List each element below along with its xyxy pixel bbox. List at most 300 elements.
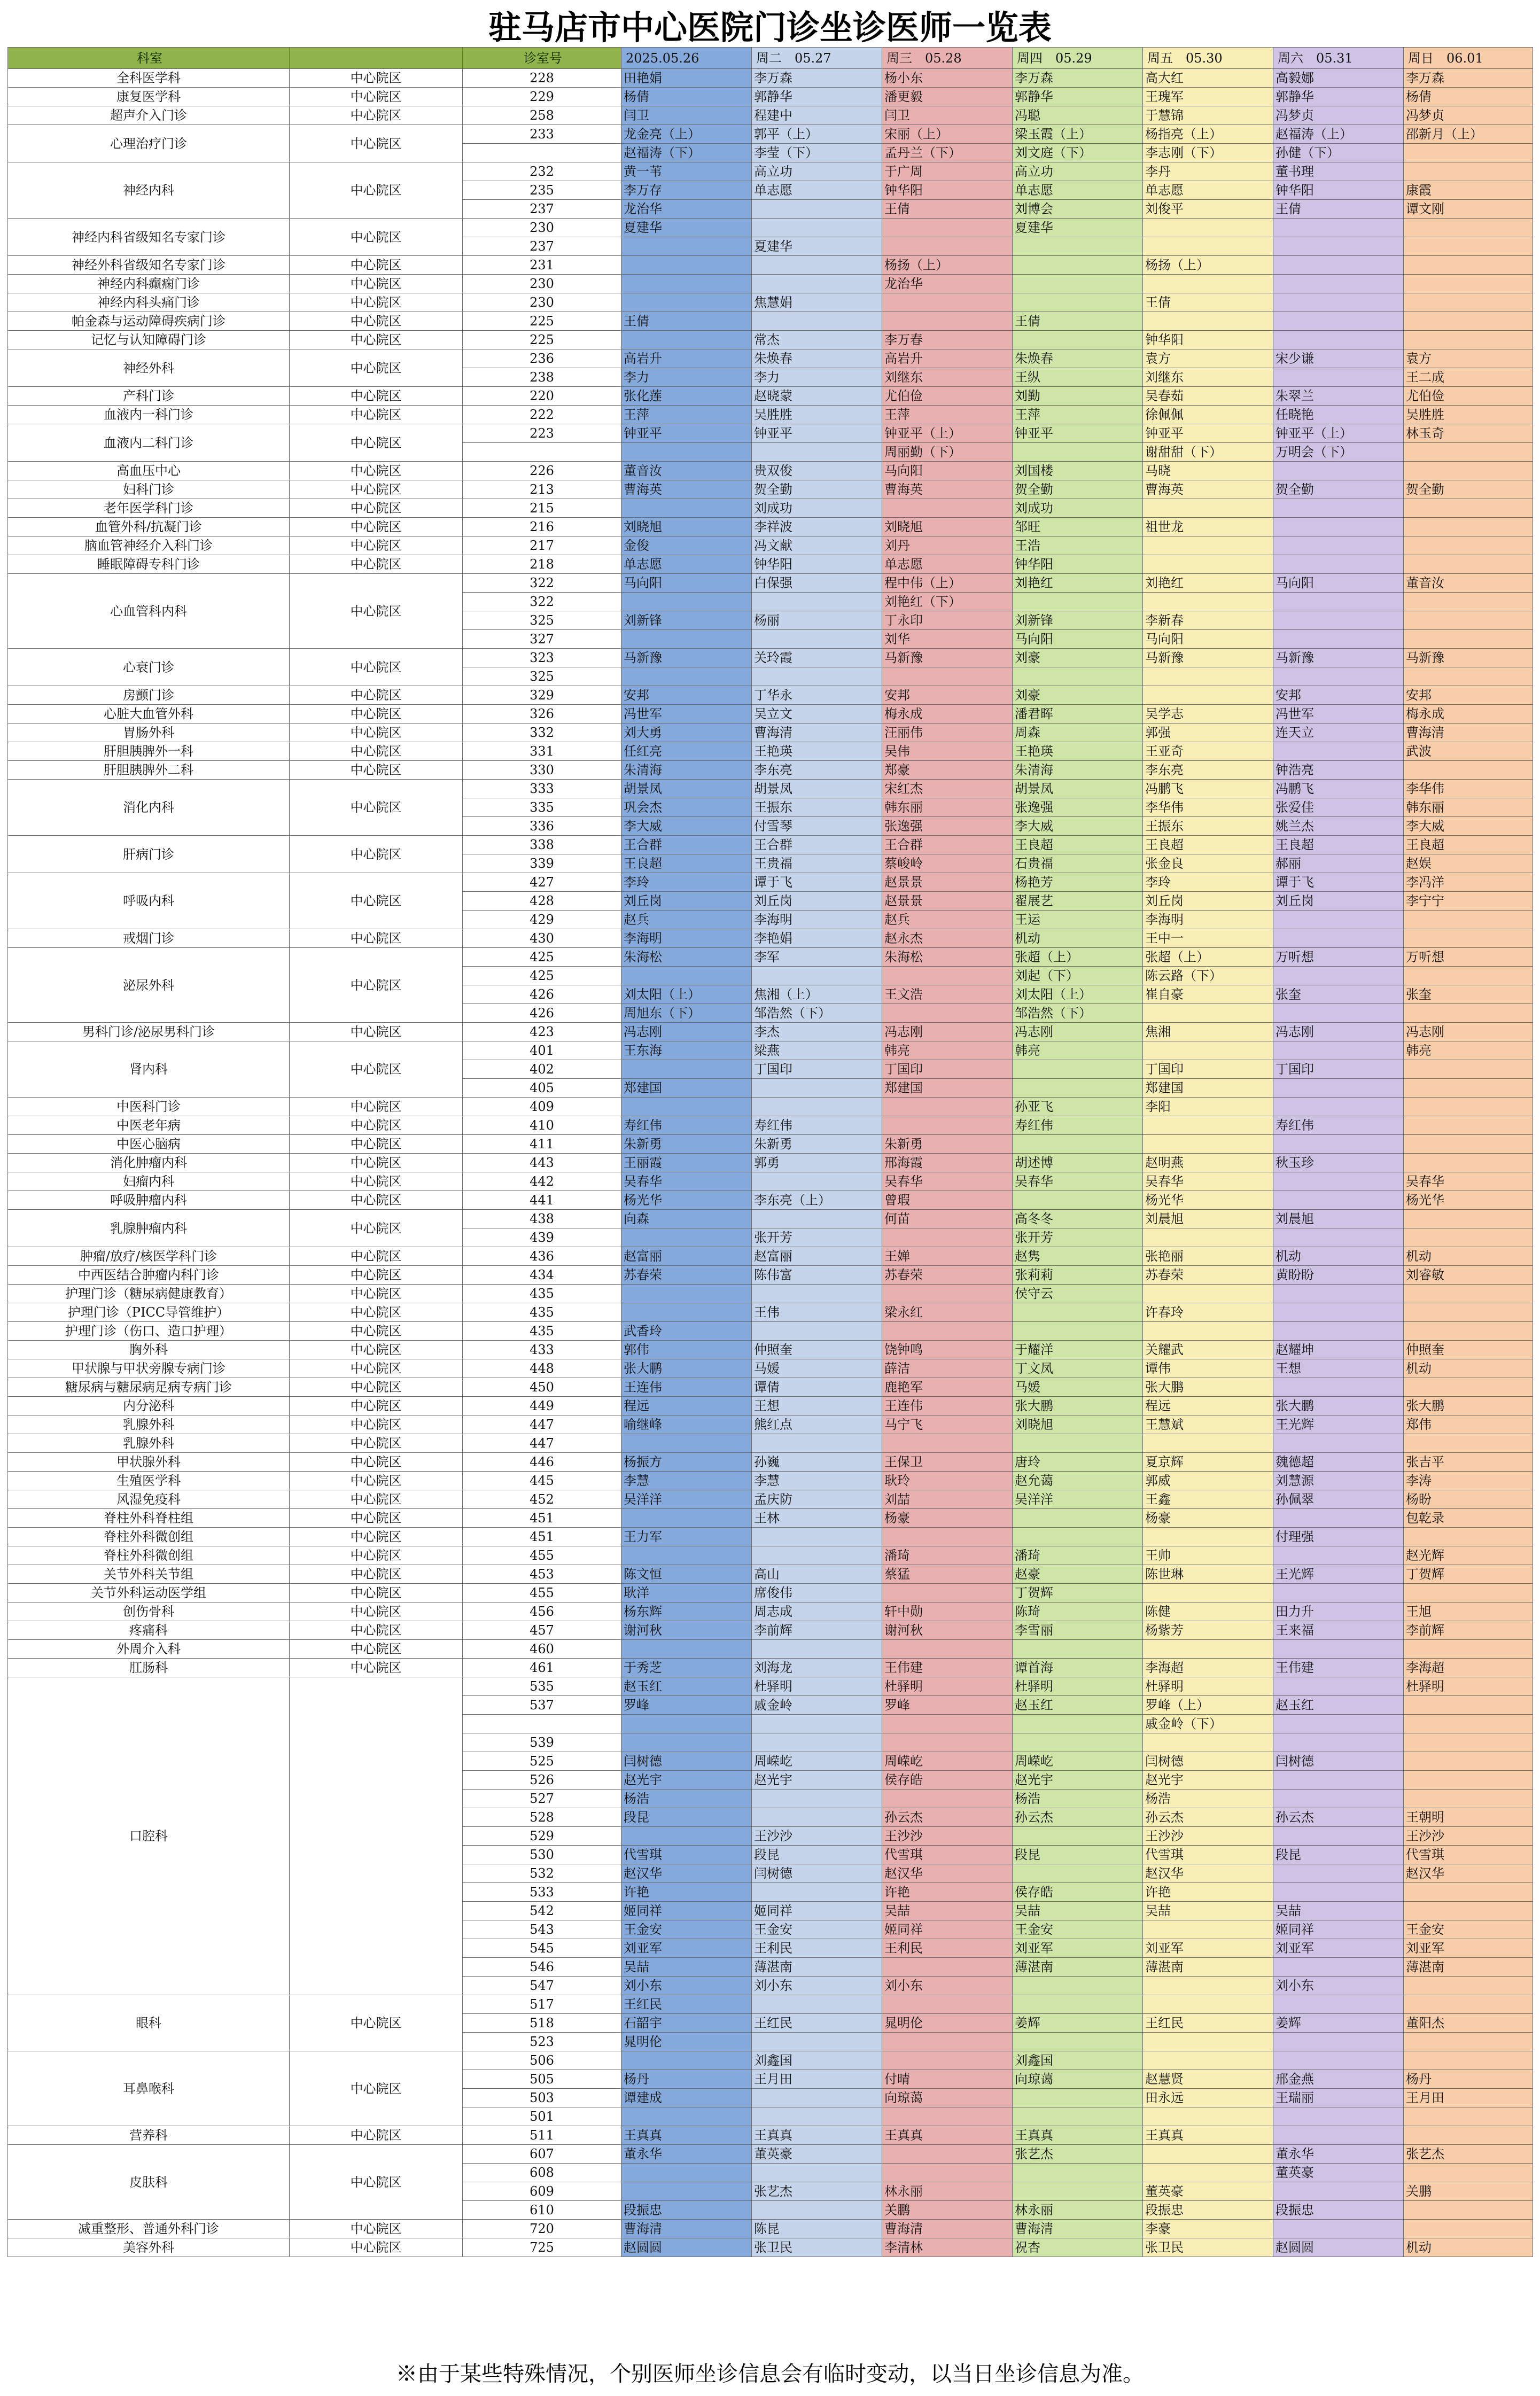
doctor-tue: 丁华永	[752, 686, 882, 705]
doctor-tue: 段昆	[752, 1846, 882, 1864]
doctor-mon: 王倩	[621, 312, 752, 331]
doctor-thu: 孙云杰	[1013, 1808, 1143, 1827]
doctor-fri: 单志愿	[1143, 181, 1273, 200]
room-number: 326	[463, 705, 621, 724]
doctor-sun	[1404, 1528, 1533, 1546]
doctor-mon: 谢河秋	[621, 1621, 752, 1640]
doctor-thu: 赵允蔼	[1013, 1472, 1143, 1490]
doctor-tue	[752, 630, 882, 649]
department-name: 乳腺外科	[8, 1434, 290, 1453]
doctor-mon: 石韶宇	[621, 2014, 752, 2033]
doctor-wed: 安邦	[882, 686, 1013, 705]
doctor-tue: 谭于飞	[752, 873, 882, 892]
doctor-tue: 胡景凤	[752, 780, 882, 798]
doctor-thu: 刘艳红	[1013, 574, 1143, 593]
doctor-thu	[1013, 1640, 1143, 1659]
doctor-tue: 薄湛南	[752, 1958, 882, 1977]
doctor-sat: 闫树德	[1273, 1752, 1404, 1771]
table-row	[8, 406, 1533, 424]
doctor-tue	[752, 2164, 882, 2182]
table-row	[8, 1546, 1533, 1565]
doctor-thu: 梁玉霞（上）	[1013, 125, 1143, 144]
doctor-sat: 张爱佳	[1273, 798, 1404, 817]
doctor-tue: 刘海龙	[752, 1659, 882, 1677]
room-number: 450	[463, 1378, 621, 1397]
doctor-thu: 刘博会	[1013, 200, 1143, 219]
doctor-sat: 冯梦贞	[1273, 106, 1404, 125]
doctor-mon: 刘亚军	[621, 1939, 752, 1958]
room-number: 453	[463, 1565, 621, 1584]
doctor-tue: 王月田	[752, 2070, 882, 2089]
doctor-mon	[621, 499, 752, 518]
doctor-sun	[1404, 1715, 1533, 1733]
doctor-thu: 祝杏	[1013, 2238, 1143, 2257]
doctor-mon: 李力	[621, 368, 752, 387]
doctor-thu: 张开芳	[1013, 1228, 1143, 1247]
doctor-thu: 张莉莉	[1013, 1266, 1143, 1285]
doctor-sun	[1404, 1883, 1533, 1902]
doctor-mon: 向森	[621, 1210, 752, 1228]
doctor-sat	[1273, 368, 1404, 387]
doctor-fri: 李东亮	[1143, 761, 1273, 780]
doctor-thu: 邹浩然（下）	[1013, 1004, 1143, 1023]
doctor-wed: 宋丽（上）	[882, 125, 1013, 144]
campus-name: 中心院区	[290, 1415, 463, 1434]
doctor-tue: 王想	[752, 1397, 882, 1415]
doctor-mon: 杨丹	[621, 2070, 752, 2089]
campus-name: 中心院区	[290, 349, 463, 387]
department-name: 戒烟门诊	[8, 929, 290, 948]
doctor-sun: 薄湛南	[1404, 1958, 1533, 1977]
room-number: 445	[463, 1472, 621, 1490]
doctor-fri: 杨紫芳	[1143, 1621, 1273, 1640]
doctor-mon: 代雪琪	[621, 1846, 752, 1864]
campus-name: 中心院区	[290, 2238, 463, 2257]
campus-name: 中心院区	[290, 88, 463, 106]
room-number: 230	[463, 219, 621, 237]
department-name: 肝胆胰脾外二科	[8, 761, 290, 780]
room-number: 608	[463, 2164, 621, 2182]
doctor-mon: 段振忠	[621, 2201, 752, 2220]
doctor-fri: 陈云路（下）	[1143, 967, 1273, 985]
doctor-thu: 潘君晖	[1013, 705, 1143, 724]
doctor-sat: 王光辉	[1273, 1415, 1404, 1434]
doctor-mon: 李慧	[621, 1472, 752, 1490]
doctor-tue: 孙巍	[752, 1453, 882, 1472]
doctor-mon: 闫树德	[621, 1752, 752, 1771]
doctor-wed: 苏春荣	[882, 1266, 1013, 1285]
doctor-sun	[1404, 1303, 1533, 1322]
room-number: 258	[463, 106, 621, 125]
department-name: 全科医学科	[8, 69, 290, 88]
doctor-sat: 张奎	[1273, 985, 1404, 1004]
doctor-mon: 刘晓旭	[621, 518, 752, 536]
doctor-mon	[621, 1303, 752, 1322]
doctor-wed: 龙治华	[882, 275, 1013, 293]
doctor-fri: 李阳	[1143, 1098, 1273, 1116]
doctor-sun	[1404, 1154, 1533, 1172]
campus-name: 中心院区	[290, 106, 463, 125]
doctor-mon: 王金安	[621, 1920, 752, 1939]
doctor-sat	[1273, 1322, 1404, 1341]
doctor-fri: 杨扬（上）	[1143, 256, 1273, 275]
doctor-wed: 耿玲	[882, 1472, 1013, 1490]
doctor-thu	[1013, 1995, 1143, 2014]
room-number: 535	[463, 1677, 621, 1696]
doctor-wed: 梁永红	[882, 1303, 1013, 1322]
doctor-mon: 单志愿	[621, 555, 752, 574]
doctor-sat	[1273, 1509, 1404, 1528]
campus-name: 中心院区	[290, 1659, 463, 1677]
doctor-thu: 王浩	[1013, 536, 1143, 555]
doctor-mon: 王良超	[621, 854, 752, 873]
doctor-sat: 安邦	[1273, 686, 1404, 705]
table-row	[8, 1154, 1533, 1172]
doctor-tue	[752, 1715, 882, 1733]
doctor-mon: 胡景凤	[621, 780, 752, 798]
doctor-sat	[1273, 967, 1404, 985]
room-number	[463, 1715, 621, 1733]
doctor-mon: 高岩升	[621, 349, 752, 368]
doctor-thu: 马向阳	[1013, 630, 1143, 649]
campus-name: 中心院区	[290, 275, 463, 293]
doctor-sat	[1273, 1640, 1404, 1659]
table-row	[8, 349, 1533, 368]
room-number: 505	[463, 2070, 621, 2089]
doctor-sun: 李华伟	[1404, 780, 1533, 798]
doctor-mon	[621, 237, 752, 256]
room-number: 237	[463, 237, 621, 256]
doctor-mon	[621, 2164, 752, 2182]
campus-name: 中心院区	[290, 331, 463, 349]
doctor-tue: 白保强	[752, 574, 882, 593]
doctor-mon	[621, 2182, 752, 2201]
doctor-wed: 谢河秋	[882, 1621, 1013, 1640]
doctor-wed: 于广周	[882, 162, 1013, 181]
department-name: 妇瘤内科	[8, 1172, 290, 1191]
campus-name: 中心院区	[290, 948, 463, 1023]
department-name: 营养科	[8, 2126, 290, 2145]
doctor-sat	[1273, 1733, 1404, 1752]
doctor-wed: 孟丹兰（下）	[882, 144, 1013, 162]
table-row	[8, 462, 1533, 480]
room-number: 405	[463, 1079, 621, 1098]
room-number: 452	[463, 1490, 621, 1509]
doctor-thu	[1013, 275, 1143, 293]
doctor-wed: 王连伟	[882, 1397, 1013, 1415]
department-name: 呼吸肿瘤内科	[8, 1191, 290, 1210]
department-name: 记忆与认知障碍门诊	[8, 331, 290, 349]
doctor-tue: 李军	[752, 948, 882, 967]
room-number: 236	[463, 349, 621, 368]
room-number: 442	[463, 1172, 621, 1191]
doctor-mon	[621, 1098, 752, 1116]
room-number: 213	[463, 480, 621, 499]
doctor-thu	[1013, 1191, 1143, 1210]
doctor-fri	[1143, 593, 1273, 611]
doctor-sun: 董音汝	[1404, 574, 1533, 593]
doctor-sun	[1404, 518, 1533, 536]
department-name: 关节外科关节组	[8, 1565, 290, 1584]
doctor-mon: 赵兵	[621, 911, 752, 929]
doctor-sat: 王光辉	[1273, 1565, 1404, 1584]
doctor-sun: 吴胜胜	[1404, 406, 1533, 424]
doctor-sun: 机动	[1404, 1359, 1533, 1378]
department-name: 男科门诊/泌尿男科门诊	[8, 1023, 290, 1041]
doctor-wed: 轩中勋	[882, 1602, 1013, 1621]
campus-name: 中心院区	[290, 1359, 463, 1378]
doctor-sun: 尤伯俭	[1404, 387, 1533, 406]
room-number: 237	[463, 200, 621, 219]
doctor-sun: 赵娱	[1404, 854, 1533, 873]
doctor-sun	[1404, 162, 1533, 181]
doctor-tue: 夏建华	[752, 237, 882, 256]
campus-name: 中心院区	[290, 1490, 463, 1509]
doctor-sat	[1273, 1584, 1404, 1602]
room-number: 216	[463, 518, 621, 536]
department-name: 泌尿外科	[8, 948, 290, 1023]
doctor-wed: 周丽勤（下）	[882, 443, 1013, 462]
doctor-tue	[752, 1995, 882, 2014]
doctor-tue	[752, 593, 882, 611]
doctor-sun: 李涛	[1404, 1472, 1533, 1490]
campus-name: 中心院区	[290, 780, 463, 836]
department-name: 糖尿病与糖尿病足病专病门诊	[8, 1378, 290, 1397]
room-number: 426	[463, 985, 621, 1004]
doctor-wed: 杨扬（上）	[882, 256, 1013, 275]
campus-name: 中心院区	[290, 873, 463, 929]
campus-name: 中心院区	[290, 1154, 463, 1172]
room-number: 506	[463, 2051, 621, 2070]
doctor-fri	[1143, 1285, 1273, 1303]
doctor-sun: 林玉奇	[1404, 424, 1533, 443]
doctor-sun	[1404, 1584, 1533, 1602]
doctor-wed	[882, 1584, 1013, 1602]
doctor-tue: 李东亮	[752, 761, 882, 780]
doctor-sun	[1404, 1378, 1533, 1397]
room-number: 503	[463, 2089, 621, 2107]
doctor-tue	[752, 275, 882, 293]
doctor-thu: 寿红伟	[1013, 1116, 1143, 1135]
doctor-sun: 王良超	[1404, 836, 1533, 854]
doctor-tue: 李海明	[752, 911, 882, 929]
doctor-tue: 吴立文	[752, 705, 882, 724]
doctor-sun: 梅永成	[1404, 705, 1533, 724]
doctor-sat: 田力升	[1273, 1602, 1404, 1621]
doctor-tue: 杨丽	[752, 611, 882, 630]
doctor-mon: 刘丘岗	[621, 892, 752, 911]
doctor-tue: 张开芳	[752, 1228, 882, 1247]
doctor-wed: 吴伟	[882, 742, 1013, 761]
doctor-tue: 李祥波	[752, 518, 882, 536]
doctor-tue	[752, 1210, 882, 1228]
doctor-sat: 王伟建	[1273, 1659, 1404, 1677]
doctor-sun: 机动	[1404, 2238, 1533, 2257]
doctor-wed: 罗峰	[882, 1696, 1013, 1715]
room-number: 329	[463, 686, 621, 705]
doctor-sun	[1404, 1098, 1533, 1116]
doctor-sun	[1404, 761, 1533, 780]
doctor-thu: 单志愿	[1013, 181, 1143, 200]
doctor-wed: 王婵	[882, 1247, 1013, 1266]
doctor-thu: 高冬冬	[1013, 1210, 1143, 1228]
campus-name: 中心院区	[290, 1565, 463, 1584]
campus-name: 中心院区	[290, 2051, 463, 2126]
doctor-wed	[882, 237, 1013, 256]
department-name: 血液内一科门诊	[8, 406, 290, 424]
doctor-sat	[1273, 462, 1404, 480]
doctor-tue	[752, 256, 882, 275]
doctor-tue: 赵富丽	[752, 1247, 882, 1266]
doctor-sat	[1273, 593, 1404, 611]
table-row	[8, 649, 1533, 667]
doctor-wed	[882, 2051, 1013, 2070]
doctor-tue: 刘丘岗	[752, 892, 882, 911]
campus-name: 中心院区	[290, 518, 463, 536]
table-row	[8, 1322, 1533, 1341]
doctor-sun	[1404, 1902, 1533, 1920]
doctor-sat: 刘慧源	[1273, 1472, 1404, 1490]
doctor-sat: 邢金燕	[1273, 2070, 1404, 2089]
doctor-fri: 李海明	[1143, 911, 1273, 929]
doctor-thu: 林永丽	[1013, 2201, 1143, 2220]
doctor-fri: 戚金岭（下）	[1143, 1715, 1273, 1733]
doctor-tue: 程建中	[752, 106, 882, 125]
table-row	[8, 1397, 1533, 1415]
table-row	[8, 518, 1533, 536]
doctor-sun: 武波	[1404, 742, 1533, 761]
room-number: 325	[463, 667, 621, 686]
doctor-mon: 王东海	[621, 1041, 752, 1060]
doctor-sat: 刘晨旭	[1273, 1210, 1404, 1228]
table-row	[8, 929, 1533, 948]
table-row	[8, 1640, 1533, 1659]
doctor-wed	[882, 2033, 1013, 2051]
doctor-thu: 钟亚平	[1013, 424, 1143, 443]
doctor-fri: 钟亚平	[1143, 424, 1273, 443]
doctor-tue	[752, 2033, 882, 2051]
doctor-fri	[1143, 1733, 1273, 1752]
doctor-sun	[1404, 667, 1533, 686]
doctor-sun	[1404, 312, 1533, 331]
doctor-tue: 贺全勤	[752, 480, 882, 499]
doctor-tue: 李慧	[752, 1472, 882, 1490]
campus-name: 中心院区	[290, 1621, 463, 1640]
doctor-fri: 代雪琪	[1143, 1846, 1273, 1864]
doctor-sat: 黄盼盼	[1273, 1266, 1404, 1285]
doctor-wed: 潘更毅	[882, 88, 1013, 106]
doctor-thu	[1013, 1827, 1143, 1846]
doctor-sun: 万听想	[1404, 948, 1533, 967]
doctor-fri: 孙云杰	[1143, 1808, 1273, 1827]
department-name: 妇科门诊	[8, 480, 290, 499]
room-number: 430	[463, 929, 621, 948]
doctor-fri	[1143, 1584, 1273, 1602]
table-row	[8, 2051, 1533, 2070]
doctor-fri: 李华伟	[1143, 798, 1273, 817]
doctor-wed: 朱海松	[882, 948, 1013, 967]
doctor-thu: 王良超	[1013, 836, 1143, 854]
doctor-tue: 王林	[752, 1509, 882, 1528]
doctor-sat: 连天立	[1273, 724, 1404, 742]
room-number: 720	[463, 2220, 621, 2238]
doctor-wed: 林永丽	[882, 2182, 1013, 2201]
doctor-thu	[1013, 1079, 1143, 1098]
department-name: 肝病门诊	[8, 836, 290, 873]
doctor-mon	[621, 1060, 752, 1079]
doctor-thu: 贺全勤	[1013, 480, 1143, 499]
doctor-sun: 王沙沙	[1404, 1827, 1533, 1846]
doctor-fri	[1143, 2107, 1273, 2126]
doctor-mon: 赵福涛（下）	[621, 144, 752, 162]
campus-name: 中心院区	[290, 2220, 463, 2238]
room-number: 525	[463, 1752, 621, 1771]
room-number: 322	[463, 574, 621, 593]
campus-name: 中心院区	[290, 1341, 463, 1359]
doctor-wed: 何苗	[882, 1210, 1013, 1228]
doctor-thu: 郭静华	[1013, 88, 1143, 106]
doctor-thu: 杨浩	[1013, 1790, 1143, 1808]
doctor-wed: 晁明伦	[882, 2014, 1013, 2033]
doctor-sat: 郝丽	[1273, 854, 1404, 873]
table-row	[8, 1172, 1533, 1191]
table-row	[8, 2145, 1533, 2164]
doctor-thu: 薄湛南	[1013, 1958, 1143, 1977]
doctor-wed: 李万春	[882, 331, 1013, 349]
doctor-thu: 刘鑫国	[1013, 2051, 1143, 2070]
doctor-thu: 刘亚军	[1013, 1939, 1143, 1958]
doctor-sat	[1273, 312, 1404, 331]
doctor-wed: 王沙沙	[882, 1827, 1013, 1846]
department-name: 耳鼻喉科	[8, 2051, 290, 2126]
doctor-fri: 郑建国	[1143, 1079, 1273, 1098]
doctor-thu	[1013, 1434, 1143, 1453]
table-row	[8, 1472, 1533, 1490]
doctor-thu: 王倩	[1013, 312, 1143, 331]
campus-name: 中心院区	[290, 1023, 463, 1041]
campus-name: 中心院区	[290, 499, 463, 518]
campus-name: 中心院区	[290, 2145, 463, 2220]
doctor-sun	[1404, 1640, 1533, 1659]
doctor-wed: 王保卫	[882, 1453, 1013, 1472]
doctor-fri: 吴学志	[1143, 705, 1273, 724]
doctor-sat: 万明会（下）	[1273, 443, 1404, 462]
doctor-tue: 付雪琴	[752, 817, 882, 836]
doctor-sun	[1404, 1285, 1533, 1303]
doctor-fri: 张卫民	[1143, 2238, 1273, 2257]
doctor-sun: 仲照奎	[1404, 1341, 1533, 1359]
doctor-mon	[621, 443, 752, 462]
doctor-tue: 常杰	[752, 331, 882, 349]
room-number: 446	[463, 1453, 621, 1472]
doctor-tue: 张卫民	[752, 2238, 882, 2257]
campus-name: 中心院区	[290, 424, 463, 462]
doctor-mon: 苏春荣	[621, 1266, 752, 1285]
doctor-sun: 杜驿明	[1404, 1677, 1533, 1696]
room-number: 532	[463, 1864, 621, 1883]
room-number: 547	[463, 1977, 621, 1995]
doctor-sun	[1404, 462, 1533, 480]
doctor-sat: 赵圆圆	[1273, 2238, 1404, 2257]
doctor-wed: 刘华	[882, 630, 1013, 649]
doctor-sun: 刘睿敏	[1404, 1266, 1533, 1285]
doctor-mon: 刘大勇	[621, 724, 752, 742]
doctor-mon: 郑建国	[621, 1079, 752, 1098]
table-row	[8, 536, 1533, 555]
doctor-thu: 朱清海	[1013, 761, 1143, 780]
doctor-sun	[1404, 1322, 1533, 1341]
department-name: 眼科	[8, 1995, 290, 2051]
